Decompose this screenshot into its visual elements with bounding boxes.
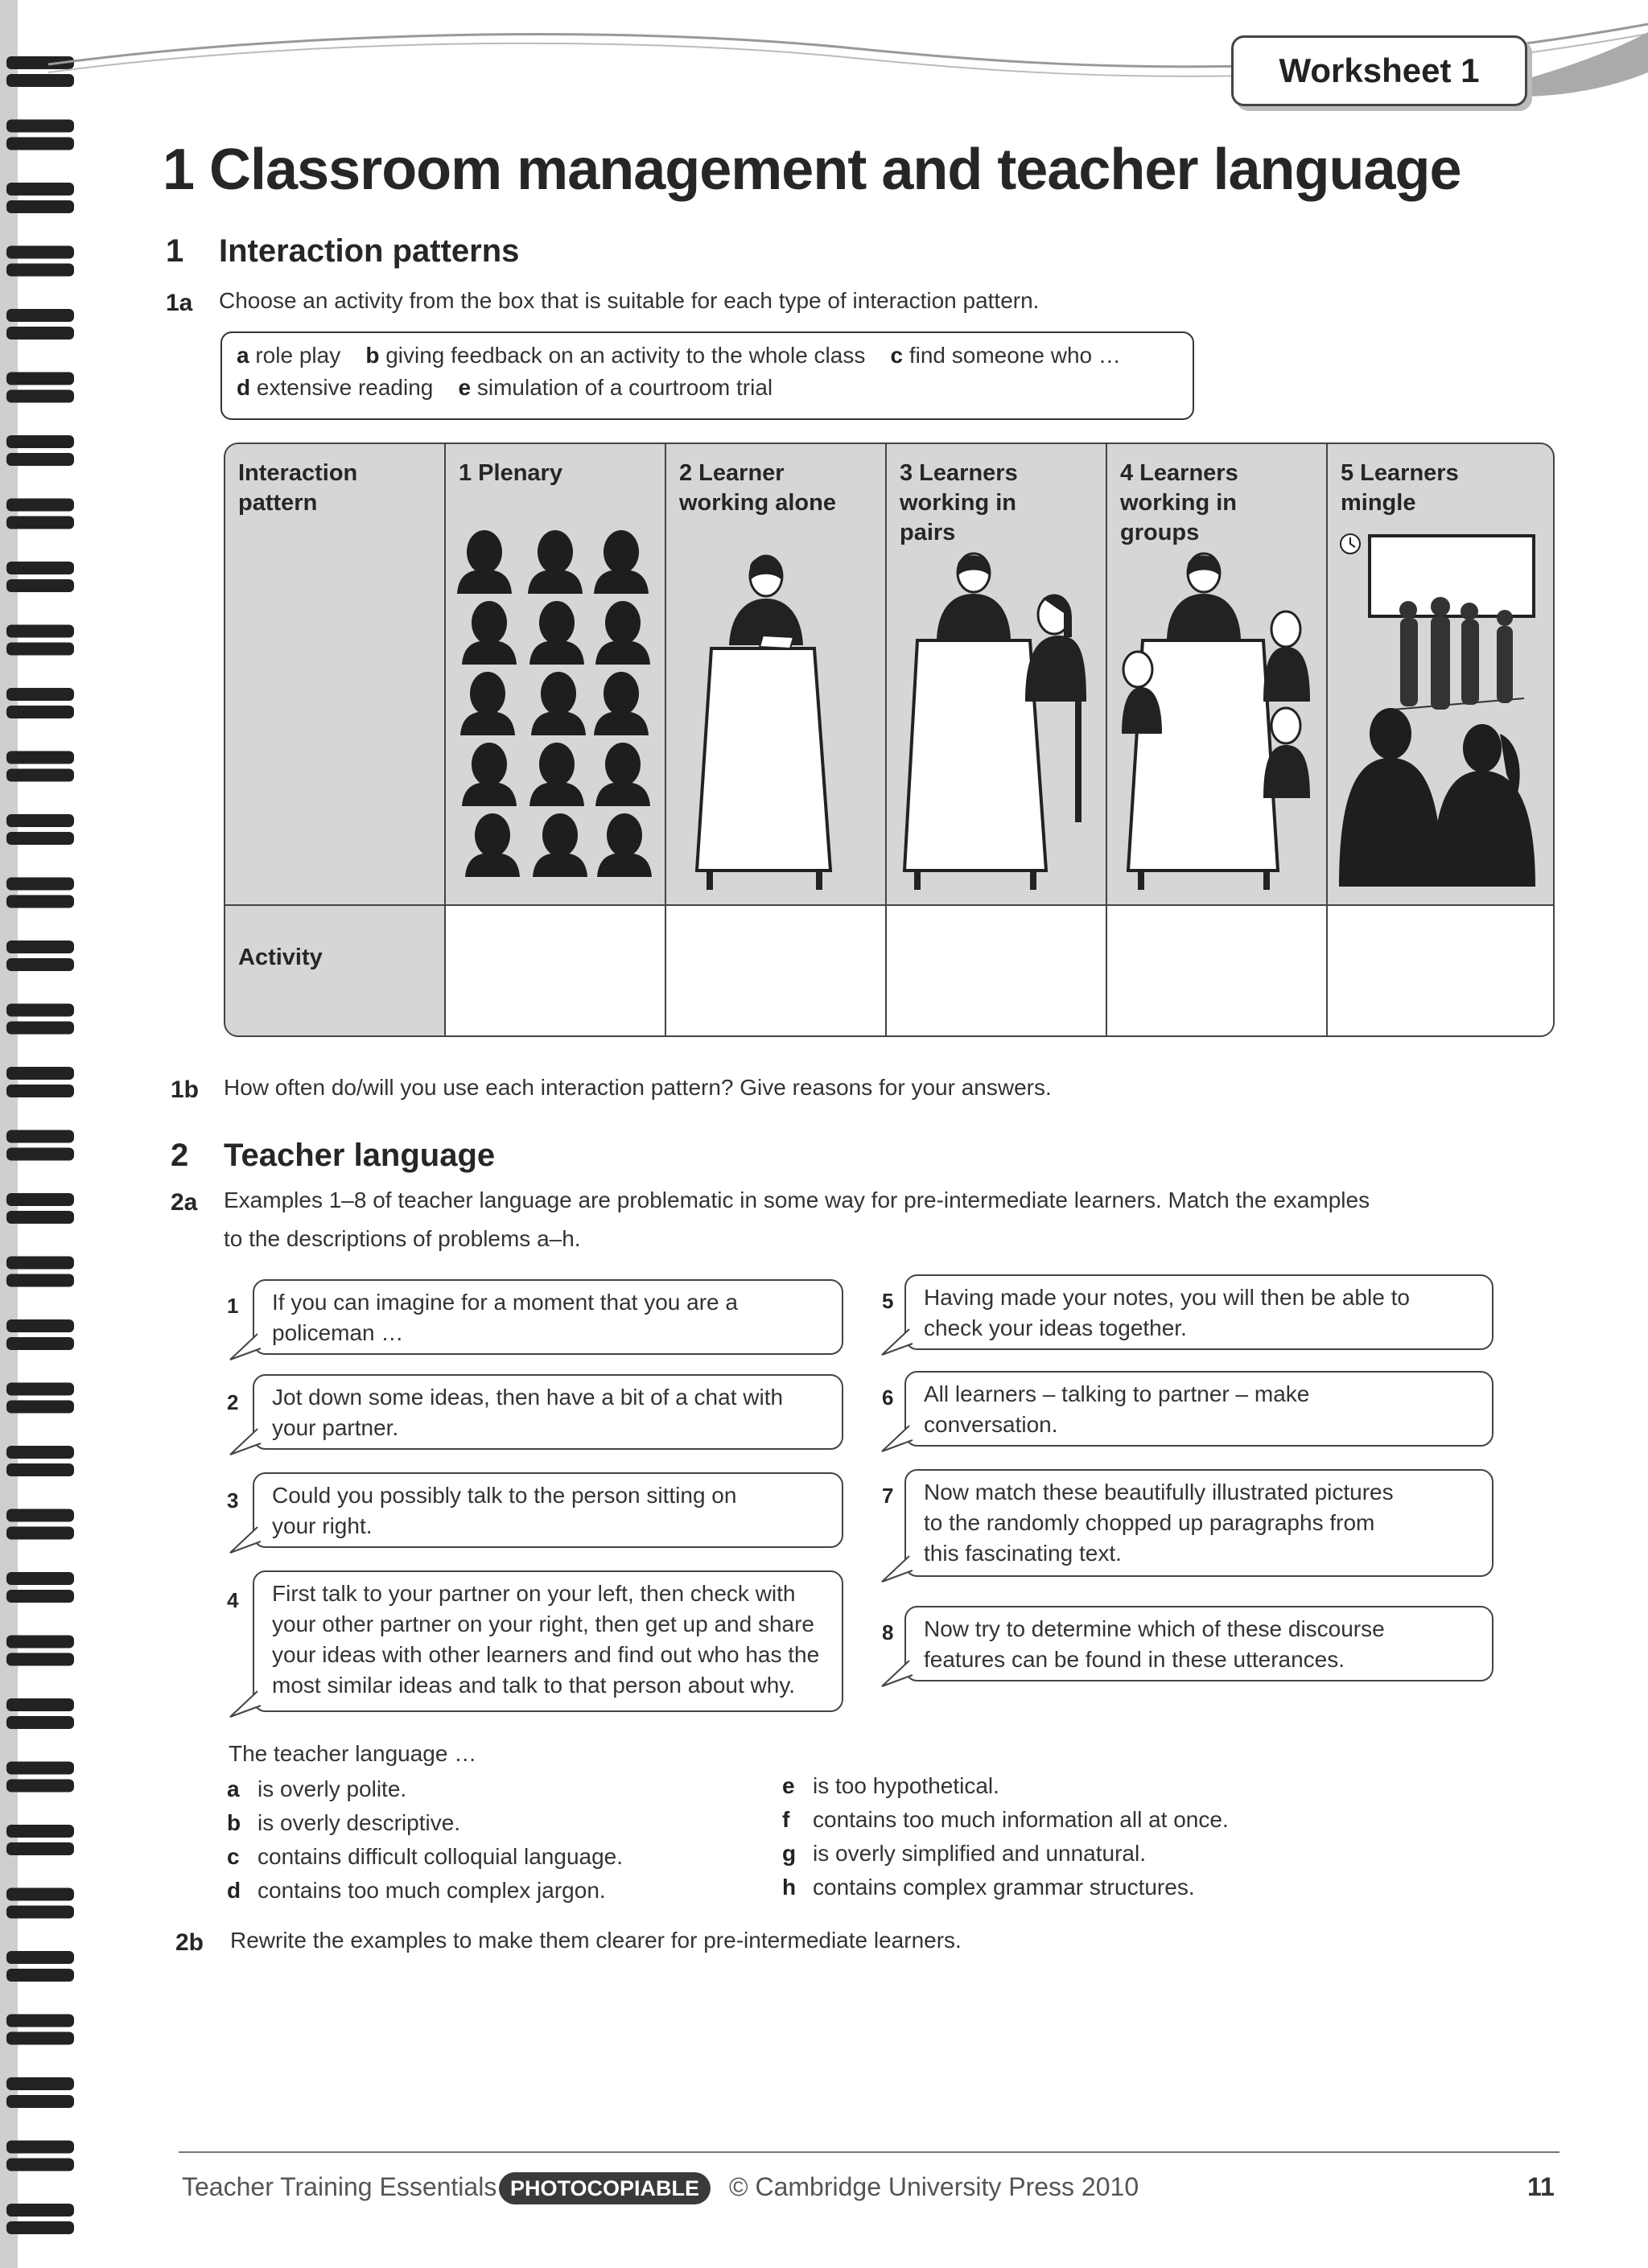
binding-ring <box>6 1825 74 1838</box>
binding-ring <box>6 1572 74 1585</box>
problem-item-d <box>227 1878 606 1904</box>
problem-item-g <box>782 1841 1146 1867</box>
q2b-label: 2b <box>175 1929 204 1956</box>
binding-ring <box>6 2159 74 2171</box>
option-text: simulation of a courtroom trial <box>476 375 773 400</box>
column-header-mingle: 5 Learners mingle <box>1341 460 1459 516</box>
problem-item-f <box>782 1807 1229 1833</box>
binding-ring <box>6 895 74 908</box>
option-text: find someone who … <box>908 343 1121 368</box>
binding-ring <box>6 941 74 953</box>
problem-letter: b <box>227 1810 241 1835</box>
binding-ring <box>6 706 74 718</box>
binding-ring <box>6 1527 74 1540</box>
speech-bubble-example-1 <box>253 1279 843 1355</box>
binding-ring <box>6 499 74 512</box>
q1b-label: 1b <box>171 1076 200 1103</box>
problem-item-b <box>227 1810 460 1836</box>
example-number: 2 <box>227 1390 239 1414</box>
binding-ring <box>6 1716 74 1729</box>
example-text-line: Now try to determine which of these discourse <box>924 1616 1385 1641</box>
binding-ring <box>6 246 74 259</box>
problem-letter: e <box>782 1773 795 1798</box>
problem-item-e <box>782 1773 999 1799</box>
problem-text: is too hypothetical. <box>813 1773 999 1798</box>
example-text-line: First talk to your partner on your left, then check with <box>272 1581 796 1606</box>
binding-ring <box>6 1906 74 1919</box>
example-text-line: most similar ideas and talk to that person about why. <box>272 1673 796 1698</box>
box-line-2 <box>237 375 772 401</box>
option-letter: c <box>890 343 904 368</box>
column-header-groups: 4 Learners working in groups <box>1120 460 1238 545</box>
q1a-instruction: Choose an activity from the box that is suitable for each type of interaction pattern. <box>219 288 1040 313</box>
binding-ring <box>6 1067 74 1080</box>
q1a-label: 1a <box>166 290 193 316</box>
lead-in-text: The teacher language … <box>229 1741 477 1766</box>
binding-ring <box>6 1193 74 1206</box>
q1b-instruction: How often do/will you use each interaction pattern? Give reasons for your answers. <box>224 1075 1052 1100</box>
binding-ring <box>6 688 74 701</box>
option-text: giving feedback on an activity to the whole class <box>385 343 866 368</box>
binding-ring <box>6 1401 74 1414</box>
example-text-line: policeman … <box>272 1320 404 1345</box>
speech-bubble-example-6 <box>904 1371 1494 1447</box>
example-number: 4 <box>227 1588 239 1612</box>
problem-text: contains difficult colloquial language. <box>258 1844 624 1869</box>
binding-ring <box>6 1463 74 1476</box>
binding-ring <box>6 579 74 592</box>
example-text-line: features can be found in these utterances. <box>924 1647 1345 1672</box>
binding-ring <box>6 373 74 385</box>
problem-letter: h <box>782 1875 797 1900</box>
speech-bubble-example-4 <box>253 1570 843 1712</box>
speech-bubble-example-2 <box>253 1374 843 1450</box>
binding-ring <box>6 832 74 845</box>
learners-pairs-illustration <box>893 549 1099 895</box>
binding-ring <box>6 1085 74 1097</box>
binding-ring <box>6 958 74 971</box>
section2-heading: Teacher language <box>224 1138 496 1173</box>
option-letter: a <box>237 343 249 368</box>
page-title: 1 Classroom management and teacher language <box>163 138 1461 202</box>
section1-number: 1 <box>166 233 184 269</box>
speech-bubble-tail <box>880 1422 913 1455</box>
q2b-instruction: Rewrite the examples to make them clearer for pre-intermediate learners. <box>230 1928 962 1953</box>
problem-letter: f <box>782 1807 790 1832</box>
q2a-instruction-line1: Examples 1–8 of teacher language are problematic in some way for pre-intermediate learners. Match the examples <box>224 1188 1370 1212</box>
problem-text: contains complex grammar structures. <box>813 1875 1195 1900</box>
example-text-line: Now match these beautifully illustrated pictures <box>924 1480 1394 1504</box>
example-text-line: Could you possibly talk to the person sitting on <box>272 1483 737 1508</box>
binding-ring <box>6 2095 74 2108</box>
example-text-line: to the randomly chopped up paragraphs from <box>924 1510 1375 1535</box>
binding-ring <box>6 1211 74 1224</box>
binding-ring <box>6 562 74 574</box>
example-text-line: If you can imagine for a moment that you are a <box>272 1290 738 1315</box>
activity-options-box <box>220 331 1194 420</box>
binding-ring <box>6 1022 74 1035</box>
binding-ring <box>6 2077 74 2090</box>
example-text-line: your other partner on your right, then get up and share <box>272 1611 814 1636</box>
binding-ring <box>6 138 74 150</box>
binding-ring <box>6 2015 74 2027</box>
binding-ring <box>6 1319 74 1332</box>
problem-letter: c <box>227 1844 240 1869</box>
learners-groups-illustration <box>1114 549 1320 895</box>
binding-ring <box>6 1383 74 1396</box>
activity-answer-row <box>446 906 1553 1035</box>
binding-ring <box>6 643 74 656</box>
binding-ring <box>6 200 74 213</box>
speech-bubble-tail <box>880 1657 913 1690</box>
binding-ring <box>6 1888 74 1901</box>
example-number: 5 <box>882 1289 894 1313</box>
binding-ring <box>6 517 74 529</box>
spiral-binding <box>0 0 89 2268</box>
binding-ring <box>6 309 74 322</box>
problem-letter: d <box>227 1878 241 1903</box>
binding-ring <box>6 390 74 403</box>
problem-letter: a <box>227 1776 240 1801</box>
speech-bubble-example-5 <box>904 1274 1494 1350</box>
row-header-interaction-pattern: Interaction pattern <box>238 460 358 516</box>
binding-ring <box>6 814 74 827</box>
binding-ring <box>6 1636 74 1649</box>
example-number: 6 <box>882 1385 894 1410</box>
example-text-line: Jot down some ideas, then have a bit of a chat with <box>272 1385 784 1410</box>
problem-letter: g <box>782 1841 797 1866</box>
problem-text: is overly descriptive. <box>258 1810 461 1835</box>
problem-text: is overly simplified and unnatural. <box>813 1841 1146 1866</box>
footer-divider <box>179 2151 1559 2153</box>
binding-ring <box>6 878 74 891</box>
section2-number: 2 <box>171 1138 189 1173</box>
example-text-line: your right. <box>272 1513 373 1538</box>
binding-ring <box>6 435 74 448</box>
example-number: 8 <box>882 1620 894 1644</box>
speech-bubble-tail <box>229 1688 261 1720</box>
binding-ring <box>6 1951 74 1964</box>
binding-ring <box>6 1337 74 1350</box>
column-header-pairs: 3 Learners working in pairs <box>900 460 1018 545</box>
example-text-line: Having made your notes, you will then be able to <box>924 1285 1410 1310</box>
speech-bubble-tail <box>229 1524 261 1556</box>
binding-ring <box>6 264 74 277</box>
example-number: 1 <box>227 1294 239 1318</box>
speech-bubble-example-7 <box>904 1469 1494 1577</box>
example-text-line: check your ideas together. <box>924 1315 1187 1340</box>
option-letter: e <box>458 375 472 400</box>
example-text-line: All learners – talking to partner – make <box>924 1381 1310 1406</box>
binding-ring <box>6 1698 74 1711</box>
problem-text: contains too much information all at once. <box>813 1807 1229 1832</box>
option-letter: b <box>365 343 380 368</box>
example-text-line: this fascinating text. <box>924 1541 1122 1566</box>
q2a-instruction-line2: to the descriptions of problems a–h. <box>224 1226 581 1251</box>
binding-ring <box>6 1148 74 1161</box>
binding-ring <box>6 1842 74 1855</box>
speech-bubble-tail <box>229 1331 261 1363</box>
binding-ring <box>6 1130 74 1143</box>
learners-mingle-illustration <box>1334 533 1545 895</box>
interaction-pattern-table <box>224 442 1555 1037</box>
speech-bubble-tail <box>880 1326 913 1358</box>
row-header-activity: Activity <box>238 945 323 970</box>
option-letter: d <box>237 375 251 400</box>
binding-ring <box>6 327 74 340</box>
q2a-label: 2a <box>171 1189 198 1216</box>
speech-bubble-tail <box>229 1426 261 1458</box>
binding-ring <box>6 2141 74 2154</box>
example-text-line: conversation. <box>924 1412 1058 1437</box>
binding-ring <box>6 1590 74 1603</box>
box-line-1 <box>237 343 1121 368</box>
speech-bubble-example-3 <box>253 1472 843 1548</box>
binding-ring <box>6 1274 74 1287</box>
binding-ring <box>6 1509 74 1522</box>
binding-ring <box>6 2221 74 2234</box>
example-text-line: your partner. <box>272 1415 399 1440</box>
binding-ring <box>6 1004 74 1017</box>
plenary-silhouettes-illustration <box>452 525 658 895</box>
binding-ring <box>6 769 74 782</box>
column-header-plenary: 1 Plenary <box>459 460 562 486</box>
binding-ring <box>6 183 74 196</box>
option-text: extensive reading <box>256 375 434 400</box>
binding-ring <box>6 1653 74 1666</box>
problem-item-a <box>227 1776 406 1802</box>
problem-text: contains too much complex jargon. <box>258 1878 606 1903</box>
problem-text: is overly polite. <box>258 1776 407 1801</box>
option-text: role play <box>255 343 341 368</box>
page-number: 11 <box>1527 2172 1555 2201</box>
footer-book-title: Teacher Training Essentials <box>182 2172 497 2201</box>
binding-ring <box>6 1446 74 1459</box>
example-text-line: your ideas with other learners and find out who has the <box>272 1642 820 1667</box>
binding-ring <box>6 1780 74 1793</box>
speech-bubble-example-8 <box>904 1606 1494 1681</box>
column-header-learner-alone: 2 Learner working alone <box>679 460 836 516</box>
learner-alone-illustration <box>673 549 879 895</box>
binding-ring <box>6 625 74 638</box>
binding-ring <box>6 1762 74 1775</box>
example-number: 7 <box>882 1484 894 1508</box>
section1-heading: Interaction patterns <box>219 233 520 269</box>
binding-ring <box>6 751 74 764</box>
binding-ring <box>6 1969 74 1982</box>
binding-ring <box>6 453 74 466</box>
binding-ring <box>6 1257 74 1270</box>
worksheet-tab: Worksheet 1 <box>1231 35 1527 106</box>
example-number: 3 <box>227 1488 239 1513</box>
binding-ring <box>6 2032 74 2045</box>
problem-item-h <box>782 1875 1195 1900</box>
footer-copyright: © Cambridge University Press 2010 <box>729 2172 1139 2201</box>
binding-ring <box>6 2204 74 2217</box>
problem-item-c <box>227 1844 623 1870</box>
speech-bubble-tail <box>880 1553 913 1585</box>
photocopiable-badge: PHOTOCOPIABLE <box>499 2172 711 2204</box>
